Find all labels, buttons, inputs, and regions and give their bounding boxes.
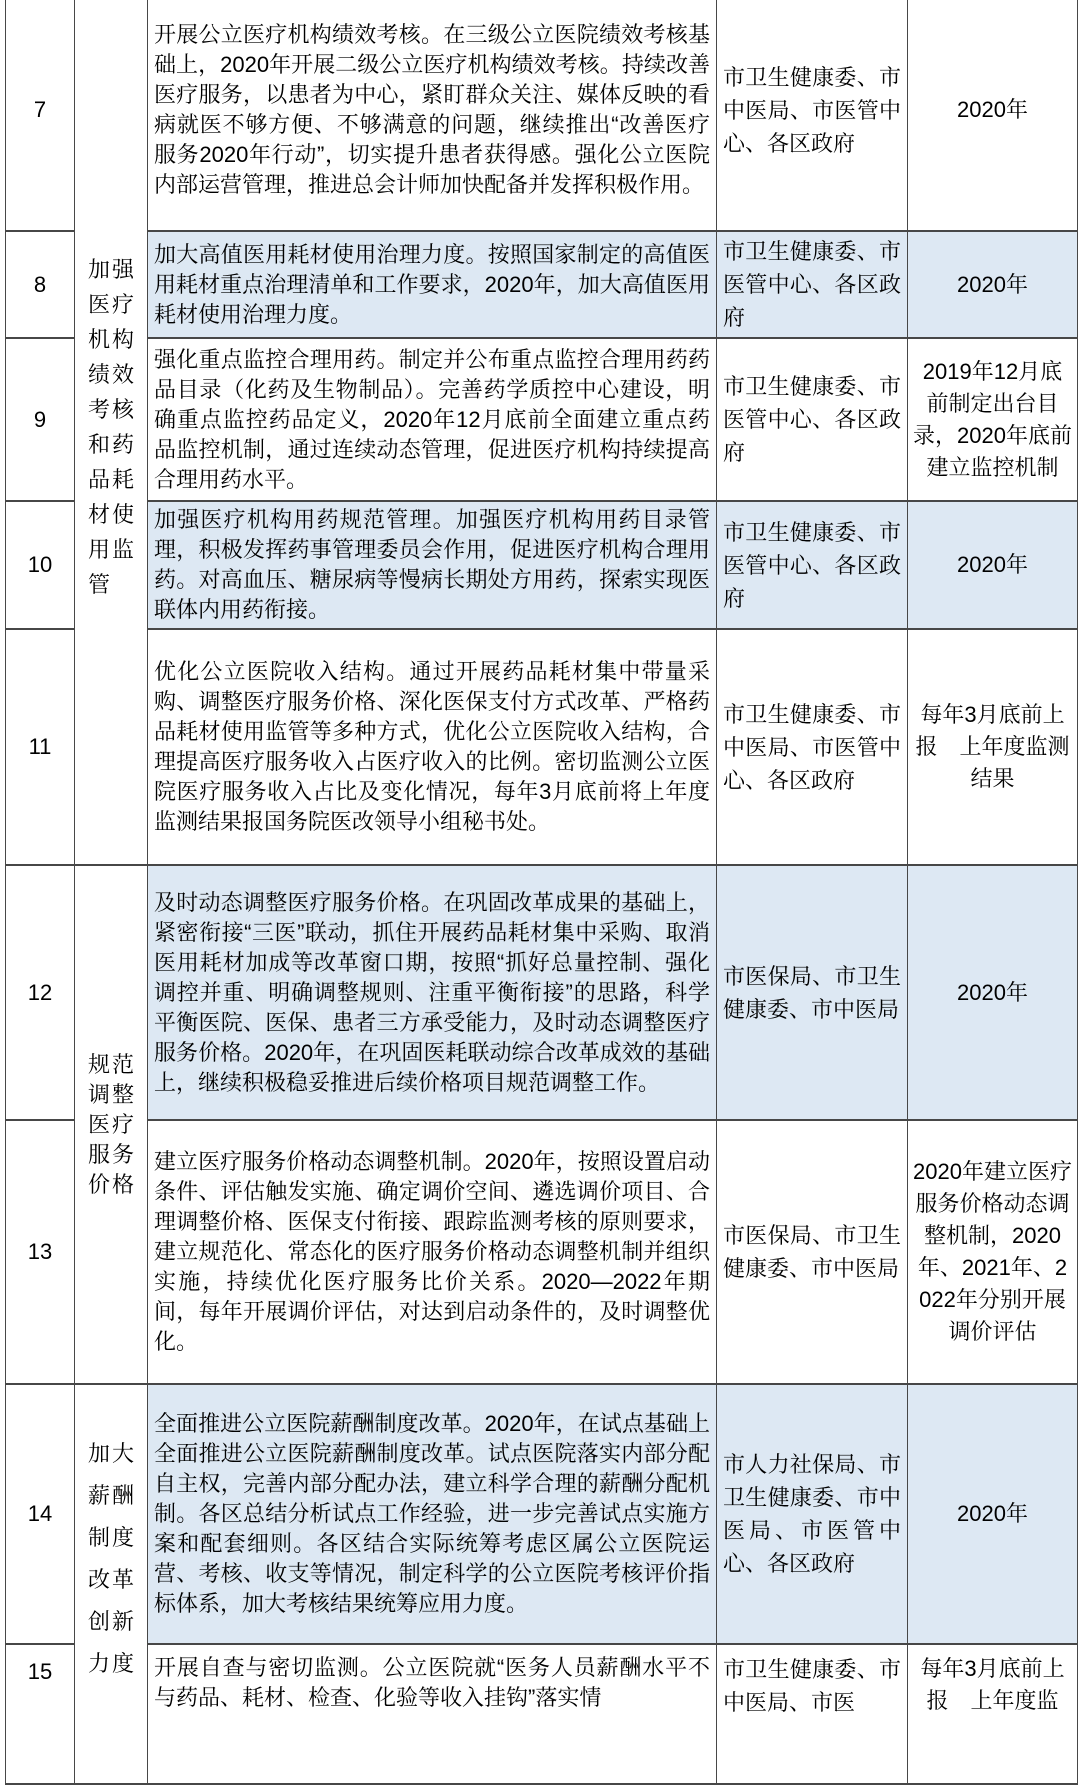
- deadline-cell: 2020年建立医疗服务价格动态调整机制，2020年、2021年、2022年分别开展调价评估: [908, 1120, 1078, 1384]
- departments-cell: 市卫生健康委、市医管中心、各区政府: [717, 501, 908, 629]
- tasks-table: [5, 0, 1078, 1785]
- row-number-cell: 15: [6, 1644, 75, 1784]
- row-number-cell: 11: [6, 629, 75, 865]
- deadline-cell: 每年3月底前上报 上年度监测结果: [908, 629, 1078, 865]
- task-cell: 建立医疗服务价格动态调整机制。2020年，按照设置启动条件、评估触发实施、确定调价空间、遴选调价项目、合理调整价格、医保支付衔接、跟踪监测考核的原则要求，建立规范化、常态化的医疗服务价格动态调整机制并组织实施，持续优化医疗服务比价关系。2020—2022年期间，每年开展调价评估，对达到启动条件的，及时调整优化。: [148, 1120, 717, 1384]
- deadline-cell: 2019年12月底前制定出台目录，2020年底前建立监控机制: [908, 338, 1078, 501]
- row-number-cell: 13: [6, 1120, 75, 1384]
- category-cell: 加强医疗机构绩效考核和药品耗材使用监管: [75, 0, 148, 865]
- task-cell: 加强医疗机构用药规范管理。加强医疗机构用药目录管理，积极发挥药事管理委员会作用，促进医疗机构合理用药。对高血压、糖尿病等慢病长期处方用药，探索实现医联体内用药衔接。: [148, 501, 717, 629]
- deadline-cell: 2020年: [908, 0, 1078, 231]
- document-table-wrapper: [5, 0, 1078, 1785]
- table-row: [6, 0, 1078, 231]
- departments-cell: 市人力社保局、市卫生健康委、市中医局、市医管中心、各区政府: [717, 1384, 908, 1644]
- row-number-cell: 7: [6, 0, 75, 231]
- deadline-cell: 2020年: [908, 1384, 1078, 1644]
- row-number-cell: 14: [6, 1384, 75, 1644]
- task-cell: 及时动态调整医疗服务价格。在巩固改革成果的基础上，紧密衔接“三医”联动，抓住开展药品耗材集中采购、取消医用耗材加成等改革窗口期，按照“抓好总量控制、强化调控并重、明确调整规则、注重平衡衔接”的思路，科学平衡医院、医保、患者三方承受能力，及时动态调整医疗服务价格。2020年，在巩固医耗联动综合改革成效的基础上，继续积极稳妥推进后续价格项目规范调整工作。: [148, 865, 717, 1120]
- row-number-cell: 10: [6, 501, 75, 629]
- task-cell: 优化公立医院收入结构。通过开展药品耗材集中带量采购、调整医疗服务价格、深化医保支付方式改革、严格药品耗材使用监管等多种方式，优化公立医院收入结构，合理提高医疗服务收入占医疗收入的比例。密切监测公立医院医疗服务收入占比及变化情况，每年3月底前将上年度监测结果报国务院医改领导小组秘书处。: [148, 629, 717, 865]
- departments-cell: 市卫生健康委、市中医局、市医管中心、各区政府: [717, 629, 908, 865]
- deadline-cell: 2020年: [908, 231, 1078, 338]
- departments-cell: 市医保局、市卫生健康委、市中医局: [717, 865, 908, 1120]
- departments-cell: 市卫生健康委、市中医局、市医管中心、各区政府: [717, 0, 908, 231]
- deadline-cell: 每年3月底前上报 上年度监: [908, 1644, 1078, 1784]
- table-row: [6, 1384, 1078, 1644]
- task-cell: 开展公立医疗机构绩效考核。在三级公立医院绩效考核基础上，2020年开展二级公立医疗机构绩效考核。持续改善医疗服务，以患者为中心，紧盯群众关注、媒体反映的看病就医不够方便、不够满意的问题，继续推出“改善医疗服务2020年行动”，切实提升患者获得感。强化公立医院内部运营管理，推进总会计师加快配备并发挥积极作用。: [148, 0, 717, 231]
- row-number-cell: 12: [6, 865, 75, 1120]
- task-cell: 强化重点监控合理用药。制定并公布重点监控合理用药药品目录（化药及生物制品）。完善药学质控中心建设，明确重点监控药品定义，2020年12月底前全面建立重点药品监控机制，通过连续动态管理，促进医疗机构持续提高合理用药水平。: [148, 338, 717, 501]
- departments-cell: 市卫生健康委、市医管中心、各区政府: [717, 338, 908, 501]
- table-row: [6, 1120, 1078, 1384]
- task-cell: 全面推进公立医院薪酬制度改革。2020年，在试点基础上全面推进公立医院薪酬制度改革。试点医院落实内部分配自主权，完善内部分配办法，建立科学合理的薪酬分配机制。各区总结分析试点工作经验，进一步完善试点实施方案和配套细则。各区结合实际统筹考虑区属公立医院运营、考核、收支等情况，制定科学的公立医院考核评价指标体系，加大考核结果统筹应用力度。: [148, 1384, 717, 1644]
- table-row: [6, 865, 1078, 1120]
- task-cell: 开展自查与密切监测。公立医院就“医务人员薪酬水平不与药品、耗材、检查、化验等收入挂钩”落实情: [148, 1644, 717, 1784]
- category-cell: 加大薪酬制度改革创新力度: [75, 1384, 148, 1784]
- table-row: [6, 1644, 1078, 1784]
- row-number-cell: 8: [6, 231, 75, 338]
- category-cell: 规范调整医疗服务价格: [75, 865, 148, 1384]
- table-row: [6, 231, 1078, 338]
- departments-cell: 市医保局、市卫生健康委、市中医局: [717, 1120, 908, 1384]
- departments-cell: 市卫生健康委、市中医局、市医: [717, 1644, 908, 1784]
- task-cell: 加大高值医用耗材使用治理力度。按照国家制定的高值医用耗材重点治理清单和工作要求，2020年，加大高值医用耗材使用治理力度。: [148, 231, 717, 338]
- deadline-cell: 2020年: [908, 865, 1078, 1120]
- row-number-cell: 9: [6, 338, 75, 501]
- table-row: [6, 501, 1078, 629]
- table-row: [6, 629, 1078, 865]
- departments-cell: 市卫生健康委、市医管中心、各区政府: [717, 231, 908, 338]
- table-row: [6, 338, 1078, 501]
- deadline-cell: 2020年: [908, 501, 1078, 629]
